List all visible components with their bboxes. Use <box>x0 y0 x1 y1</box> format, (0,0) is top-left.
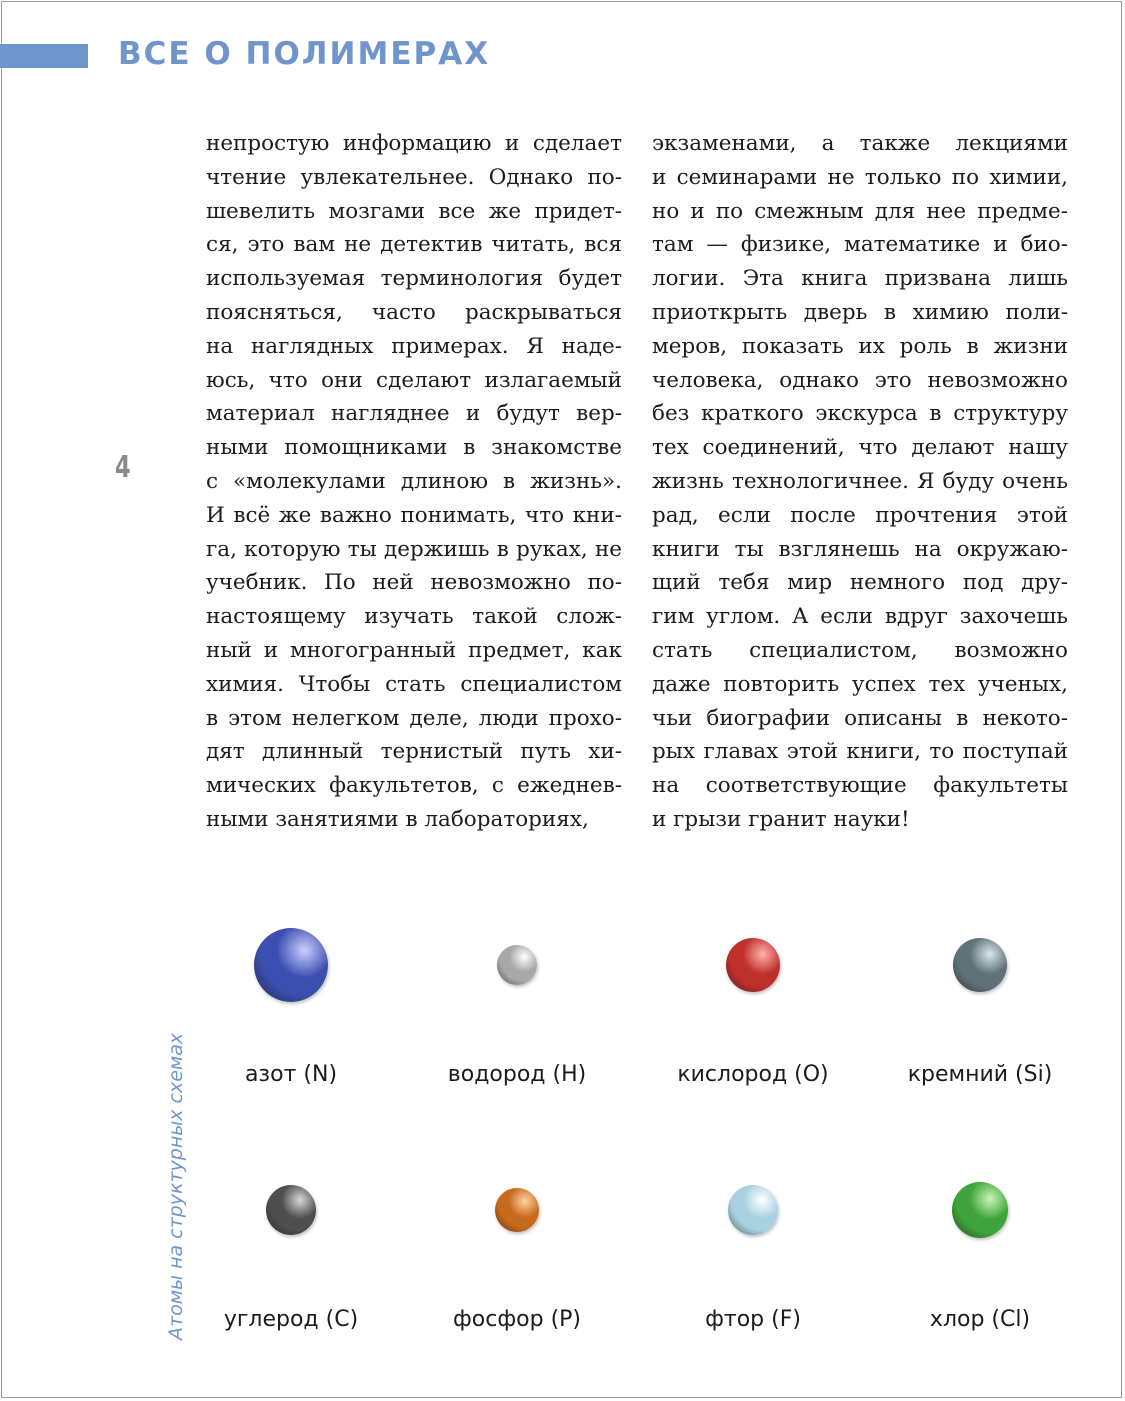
text-line: даже повторить успех тех ученых, <box>652 671 1068 697</box>
atom-legend-item <box>402 905 632 1105</box>
text-line: логии. Эта книга призвана лишь <box>652 266 1068 292</box>
text-line: с «молекулами длиною в жизнь». <box>206 468 622 494</box>
atom-legend-item <box>176 1150 406 1350</box>
text-line: на соответствующие факультеты <box>652 773 1068 799</box>
text-line: мических факультетов, с ежеднев- <box>206 773 622 799</box>
atom-label: азот (N) <box>244 1062 338 1087</box>
page-header-title: ВСЕ О ПОЛИМЕРАХ <box>118 36 491 72</box>
text-line: рад, если после прочтения этой <box>652 502 1068 528</box>
atom-legend-item <box>865 1150 1095 1350</box>
atom-label: хлор (Cl) <box>929 1307 1031 1332</box>
atom-sphere-icon <box>726 938 780 992</box>
atom-label: кислород (O) <box>677 1062 829 1087</box>
atom-label: фтор (F) <box>705 1307 801 1332</box>
text-line: дят длинный тернистый путь хи- <box>206 739 622 765</box>
text-line: в этом нелегком деле, люди прохо- <box>206 705 622 731</box>
text-line: жизнь технологичнее. Я буду очень <box>652 468 1068 494</box>
text-line: и семинарами не только по химии, <box>652 164 1068 190</box>
atom-sphere-icon <box>728 1185 778 1235</box>
text-column-right <box>652 127 1068 837</box>
text-line: человека, однако это невозможно <box>652 367 1068 393</box>
page-number: 4 <box>115 450 131 485</box>
text-line: ными занятиями в лабораториях, <box>206 806 589 832</box>
text-line: рых главах этой книги, то поступай <box>652 739 1068 765</box>
text-line: тех соединений, что делают нашу <box>652 435 1068 461</box>
text-line: на наглядных примерах. Я наде- <box>206 333 622 359</box>
atom-legend-item <box>638 1150 868 1350</box>
atom-sphere-icon <box>254 928 328 1002</box>
text-line: учебник. По ней невозможно по- <box>206 570 622 596</box>
atom-sphere-icon <box>952 1182 1008 1238</box>
atom-legend-item <box>638 905 868 1105</box>
atom-label: углерод (C) <box>223 1307 359 1332</box>
text-line: и грызи гранит науки! <box>652 806 910 832</box>
text-line: поясняться, часто раскрываться <box>206 299 622 325</box>
text-line: шевелить мозгами все же придет- <box>206 198 622 224</box>
text-line: экзаменами, а также лекциями <box>652 131 1068 156</box>
atom-sphere-icon <box>953 938 1007 992</box>
text-line: меров, показать их роль в жизни <box>652 333 1068 359</box>
text-line: но и по смежным для нее предме- <box>652 198 1068 224</box>
text-line: ный и многогранный предмет, как <box>206 637 622 663</box>
atom-legend-item <box>176 905 406 1105</box>
text-line: книги ты взглянешь на окружаю- <box>652 536 1068 562</box>
text-line: юсь, что они сделают излагаемый <box>206 367 622 393</box>
atom-sphere-icon <box>495 1188 539 1232</box>
atom-legend-item <box>865 905 1095 1105</box>
text-line: настоящему изучать такой слож- <box>206 604 622 630</box>
atom-sphere-icon <box>497 945 537 985</box>
text-line: гим углом. А если вдруг захочешь <box>652 604 1068 630</box>
header-accent-bar <box>0 44 88 68</box>
atom-label: кремний (Si) <box>907 1062 1053 1087</box>
text-line: щий тебя мир немного под дру- <box>652 570 1068 596</box>
text-line: И всё же важно понимать, что кни- <box>206 502 622 528</box>
text-line: без краткого экскурса в структуру <box>652 401 1068 427</box>
text-line: чтение увлекательнее. Однако по- <box>206 164 622 190</box>
atom-label: фосфор (P) <box>452 1307 582 1332</box>
text-line: химия. Чтобы стать специалистом <box>206 671 622 697</box>
text-line: ся, это вам не детектив читать, вся <box>206 232 622 258</box>
text-line: материал нагляднее и будут вер- <box>206 401 622 427</box>
text-line: стать специалистом, возможно <box>652 637 1068 663</box>
text-line: приоткрыть дверь в химию поли- <box>652 299 1068 325</box>
atom-legend-item <box>402 1150 632 1350</box>
atom-label: водород (H) <box>447 1062 587 1087</box>
text-line: га, которую ты держишь в руках, не <box>206 536 622 562</box>
text-line: там — физике, математике и био- <box>652 232 1068 258</box>
text-line: ными помощниками в знакомстве <box>206 435 622 461</box>
text-column-left <box>206 127 622 837</box>
text-line: чьи биографии описаны в некото- <box>652 705 1068 731</box>
atoms-side-caption: Атомы на структурных схемах <box>165 1032 187 1340</box>
text-line: используемая терминология будет <box>206 266 622 292</box>
text-line: непростую информацию и сделает <box>206 131 622 156</box>
atom-sphere-icon <box>266 1185 316 1235</box>
